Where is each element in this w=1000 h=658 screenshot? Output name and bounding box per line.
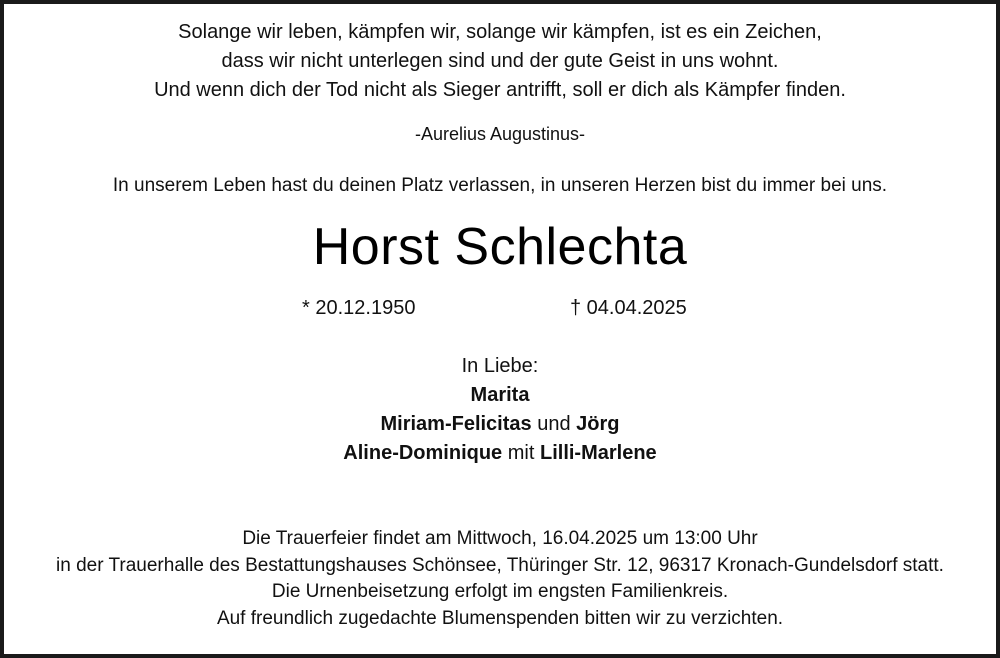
life-dates xyxy=(4,294,996,324)
quote-block xyxy=(4,18,996,105)
mourner-row xyxy=(4,381,996,410)
mourner-name: Marita xyxy=(470,384,530,406)
birth-date: * 20.12.1950 xyxy=(302,297,416,319)
mourner-name: Jörg xyxy=(576,413,620,435)
funeral-line: Die Urnenbeisetzung erfolgt im engsten Familienkreis. xyxy=(271,581,729,602)
intro-text: In unserem Leben hast du deinen Platz verlassen, in unseren Herzen bist du immer bei uns. xyxy=(112,175,888,196)
funeral-line: Die Trauerfeier findet am Mittwoch, 16.04.2025 um 13:00 Uhr xyxy=(242,528,758,549)
mourner-conjunction: und xyxy=(537,413,571,435)
funeral-info xyxy=(4,526,996,632)
deceased-name: Horst Schlechta xyxy=(312,218,688,276)
mourners-block xyxy=(4,352,996,468)
mourners-heading: In Liebe: xyxy=(461,355,539,377)
funeral-line: in der Trauerhalle des Bestattungshauses Schönsee, Thüringer Str. 12, 96317 Kronach-Gundelsdorf statt. xyxy=(56,554,944,576)
quote-line: Und wenn dich der Tod nicht als Sieger antrifft, soll er dich als Kämpfer finden. xyxy=(154,79,846,101)
quote-line: Solange wir leben, kämpfen wir, solange wir kämpfen, ist es ein Zeichen, xyxy=(178,21,822,43)
mourner-name: Aline-Dominique xyxy=(343,442,503,464)
funeral-line: Auf freundlich zugedachte Blumenspenden bitten wir zu verzichten. xyxy=(216,607,784,629)
mourner-name: Miriam-Felicitas xyxy=(380,413,532,435)
mourner-name: Lilli-Marlene xyxy=(539,442,657,464)
mourner-row xyxy=(4,439,996,468)
mourner-conjunction: mit xyxy=(507,442,535,464)
death-date: † 04.04.2025 xyxy=(570,297,687,319)
quote-author: -Aurelius Augustinus- xyxy=(414,124,586,144)
quote-line: dass wir nicht unterlegen sind und der gute Geist in uns wohnt. xyxy=(221,50,779,72)
mourner-row xyxy=(4,410,996,439)
